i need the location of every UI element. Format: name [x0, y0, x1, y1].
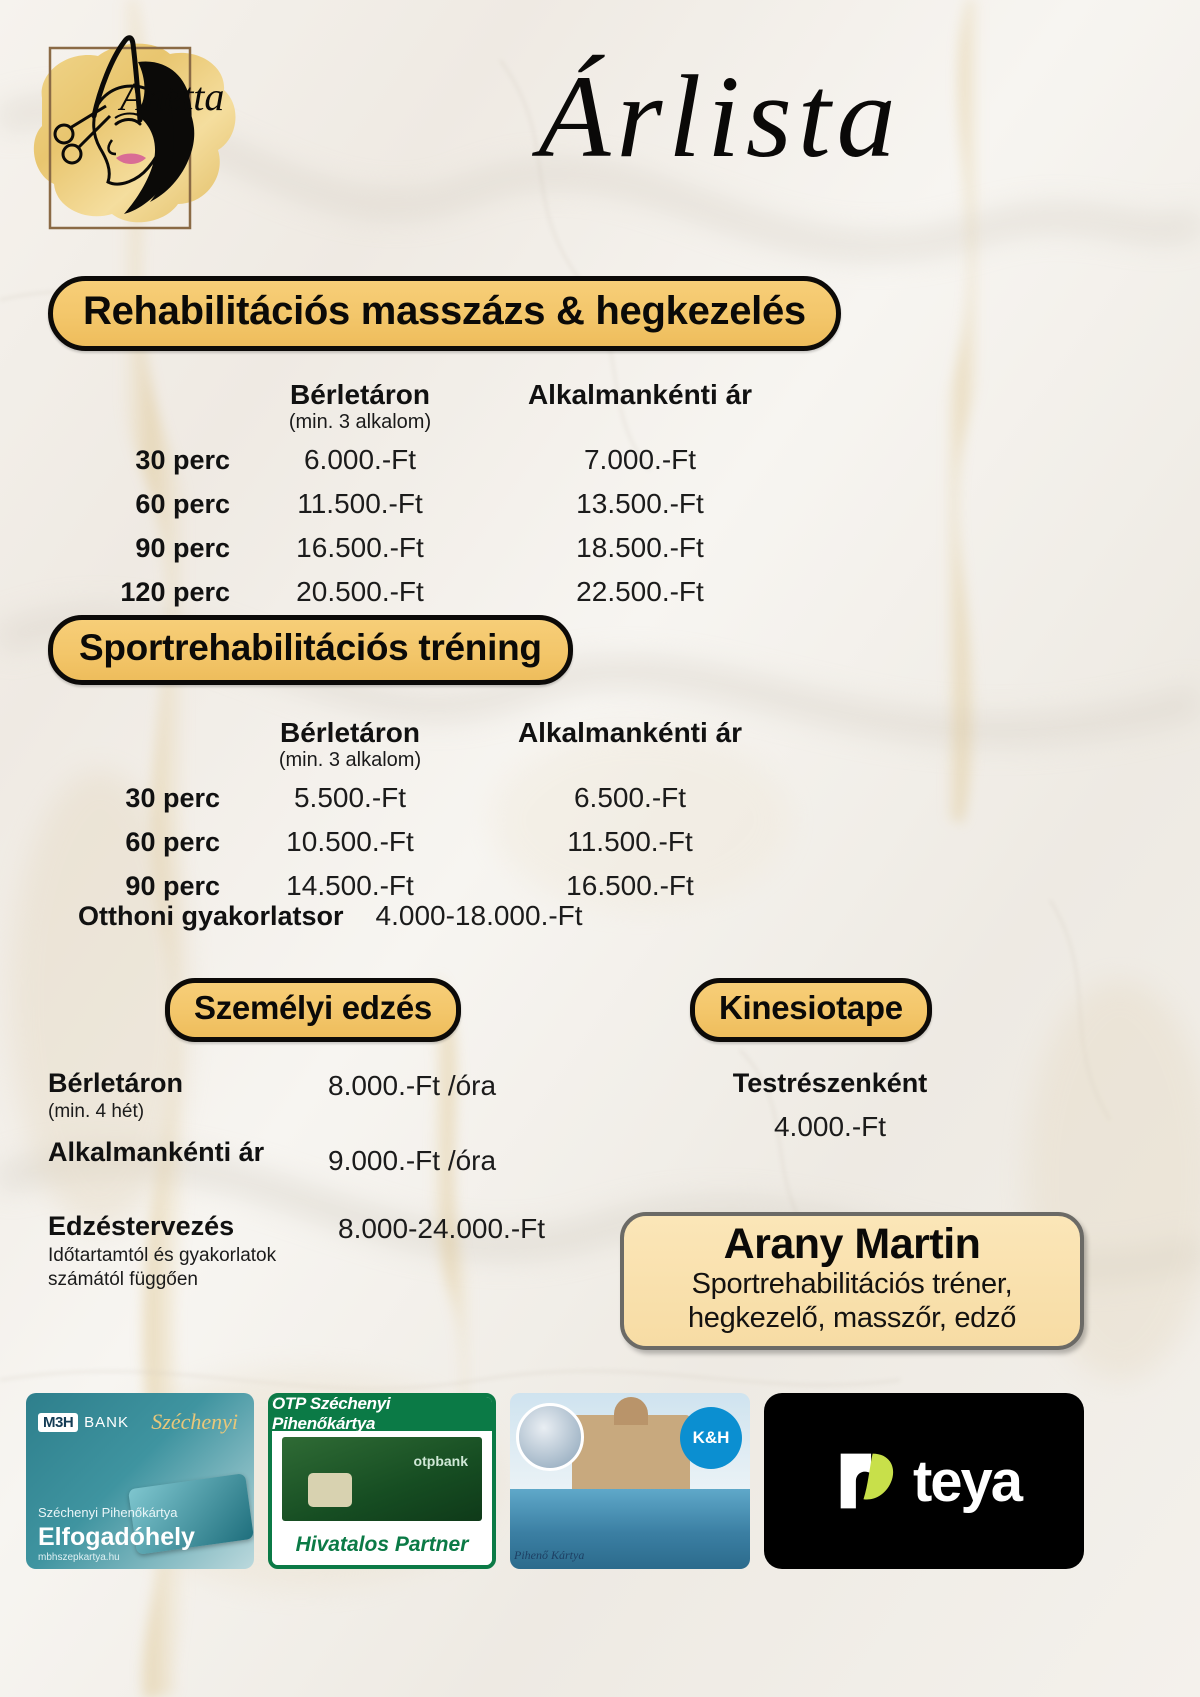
- row-single-price: 13.500.-Ft: [576, 488, 704, 520]
- pt-price: 9.000.-Ft /óra: [328, 1145, 497, 1176]
- otp-top-text: OTP Széchenyi Pihenőkártya: [272, 1397, 492, 1431]
- row-duration: 60 perc: [125, 827, 220, 858]
- col-header-pass: Bérletáron: [289, 379, 431, 410]
- mbh-line1: Széchenyi Pihenőkártya: [38, 1505, 178, 1520]
- row-duration: 90 perc: [125, 871, 220, 902]
- logo-mbh-szep-card: [26, 1393, 254, 1569]
- pill-rehab: Rehabilitációs masszázs & hegkezelés: [48, 276, 841, 351]
- home-exercise-label: Otthoni gyakorlatsor: [78, 901, 344, 931]
- logo-wordmark: Anetta: [120, 74, 225, 119]
- teya-wordmark: teya: [912, 1448, 1022, 1514]
- planning-note-line2: számától függően: [48, 1269, 198, 1290]
- kinesiotape-price: 4.000.-Ft: [773, 1111, 887, 1142]
- trainer-name: Arany Martin: [723, 1220, 981, 1268]
- price-table-rehab: [60, 362, 790, 608]
- trainer-role-line1: Sportrehabilitációs tréner,: [691, 1268, 1013, 1301]
- mbh-brand: [38, 1413, 129, 1432]
- row-pass-price: 16.500.-Ft: [296, 532, 424, 564]
- kh-portrait: [516, 1403, 584, 1471]
- otp-bottom-text: Hivatalos Partner: [272, 1525, 492, 1565]
- pt-label: Alkalmankénti ár: [48, 1137, 265, 1167]
- planning-note-line1: Időtartamtól és gyakorlatok: [48, 1245, 277, 1266]
- kh-dome: [614, 1397, 648, 1425]
- trainer-card: [620, 1212, 1084, 1350]
- table-row: [60, 576, 790, 608]
- payment-logos-row: [26, 1393, 1084, 1569]
- kh-badge: K&H: [680, 1407, 742, 1469]
- logo-teya: [764, 1393, 1084, 1569]
- mbh-mark: M3H: [38, 1413, 78, 1432]
- row-duration: 90 perc: [135, 533, 230, 564]
- planning-label: Edzéstervezés: [48, 1211, 235, 1241]
- table-row: [50, 782, 780, 814]
- table-row: [60, 444, 790, 476]
- anetta-logo-svg: [20, 28, 270, 248]
- row-single-price: 6.500.-Ft: [573, 782, 687, 814]
- pt-price: 8.000.-Ft /óra: [328, 1070, 497, 1101]
- table-header-row: [50, 700, 780, 772]
- logo-kh-szep-card: [510, 1393, 750, 1569]
- pt-label: Bérletáron: [48, 1068, 184, 1098]
- row-single-price: 16.500.-Ft: [566, 870, 694, 902]
- section-heading-rehab: [48, 276, 841, 351]
- mbh-script-text: Széchenyi: [151, 1409, 238, 1434]
- mbh-bank-word: BANK: [84, 1414, 130, 1431]
- row-single-price: 7.000.-Ft: [583, 444, 697, 476]
- table-header-row: [60, 362, 790, 434]
- row-duration: 30 perc: [135, 445, 230, 476]
- row-single-price: 11.500.-Ft: [567, 826, 693, 858]
- col-header-single: Alkalmankénti ár: [527, 379, 753, 410]
- otp-card-graphic: [282, 1437, 482, 1521]
- otp-brand-text: otpbank: [413, 1453, 468, 1469]
- home-exercise-row: [78, 900, 583, 932]
- table-row: [60, 488, 790, 520]
- pill-sport: Sportrehabilitációs tréning: [48, 615, 573, 685]
- col-subheader-pass: (min. 3 alkalom): [288, 411, 432, 434]
- mbh-url: mbhszepkartya.hu: [38, 1552, 120, 1563]
- teya-mark-icon: [827, 1443, 903, 1519]
- trainer-role-line2: hegkezelő, masszőr, edző: [687, 1301, 1017, 1334]
- row-pass-price: 20.500.-Ft: [296, 576, 424, 608]
- pt-item: [48, 1137, 608, 1177]
- pt-item: [48, 1068, 608, 1123]
- row-single-price: 18.500.-Ft: [576, 532, 704, 564]
- table-row: [60, 532, 790, 564]
- kinesiotape-details: [640, 1068, 1020, 1143]
- section-heading-kinesiotape: [690, 978, 932, 1042]
- pt-note: (min. 4 hét): [48, 1101, 145, 1122]
- logo-otp-szep-card: [268, 1393, 496, 1569]
- row-single-price: 22.500.-Ft: [576, 576, 704, 608]
- brand-logo: [20, 28, 270, 248]
- pill-kinesiotape: Kinesiotape: [690, 978, 932, 1042]
- personal-training-details: [48, 1068, 608, 1291]
- table-row: [50, 826, 780, 858]
- col-subheader-pass: (min. 3 alkalom): [278, 749, 422, 772]
- row-duration: 120 perc: [120, 577, 230, 608]
- row-pass-price: 14.500.-Ft: [286, 870, 414, 902]
- otp-chip: [308, 1473, 352, 1507]
- section-heading-sport: [48, 615, 573, 685]
- kh-building: [572, 1415, 690, 1489]
- col-header-pass: Bérletáron: [279, 717, 421, 748]
- row-pass-price: 6.000.-Ft: [303, 444, 417, 476]
- row-pass-price: 10.500.-Ft: [286, 826, 414, 858]
- kh-ribbon-text: Pihenő Kártya: [514, 1548, 585, 1562]
- home-exercise-price: 4.000-18.000.-Ft: [375, 900, 583, 931]
- table-row: [50, 870, 780, 902]
- mbh-line2: Elfogadóhely: [38, 1523, 195, 1551]
- page-title: Árlista: [538, 51, 902, 182]
- col-header-single: Alkalmankénti ár: [517, 717, 743, 748]
- row-duration: 30 perc: [125, 783, 220, 814]
- kinesiotape-label: Testrészenként: [732, 1068, 928, 1098]
- row-duration: 60 perc: [135, 489, 230, 520]
- price-table-sport: [50, 700, 780, 902]
- planning-price: 8.000-24.000.-Ft: [338, 1213, 546, 1244]
- pill-personal-training: Személyi edzés: [165, 978, 461, 1042]
- row-pass-price: 11.500.-Ft: [297, 488, 423, 520]
- section-heading-personal-training: [165, 978, 461, 1042]
- pt-planning: [48, 1211, 608, 1291]
- row-pass-price: 5.500.-Ft: [293, 782, 407, 814]
